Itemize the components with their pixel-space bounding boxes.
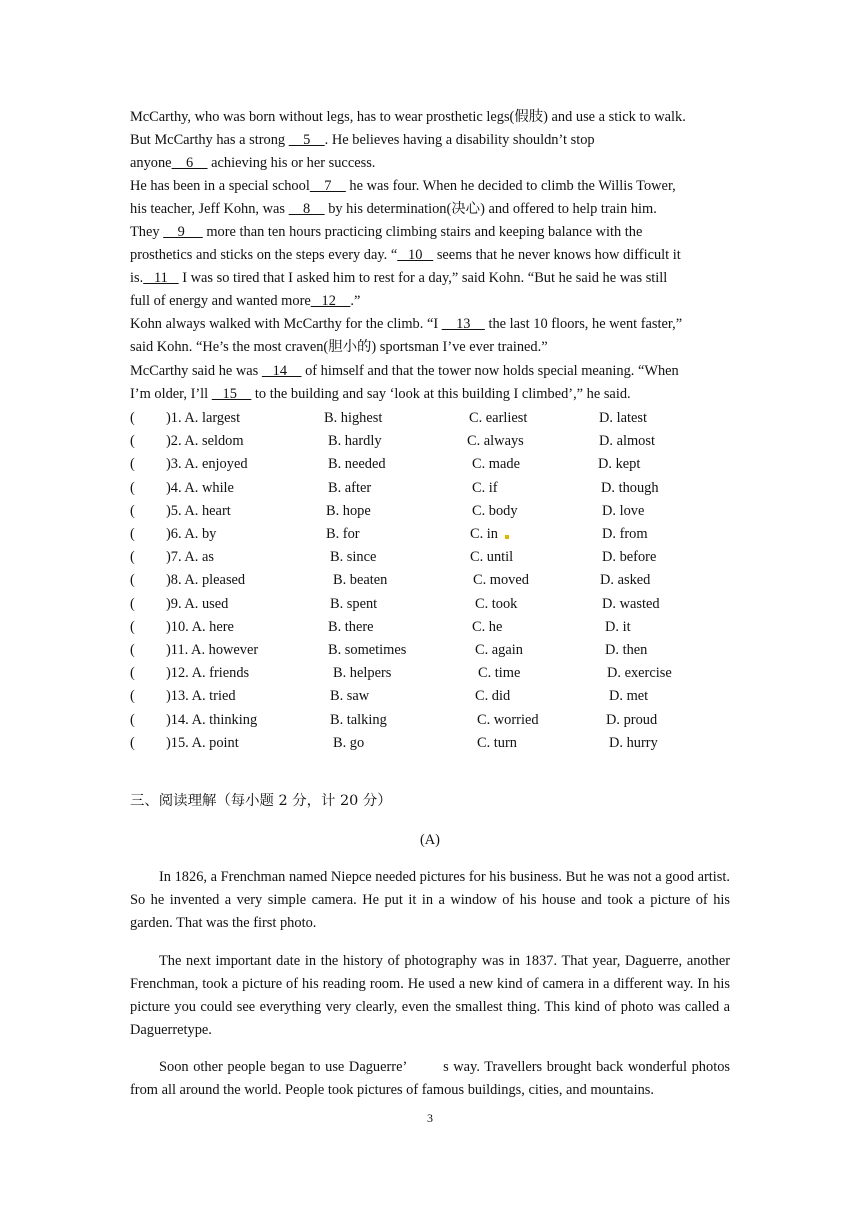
option-c: C. took [475, 595, 518, 612]
passage-text: He has been in a special school [130, 178, 310, 194]
passage-line [130, 221, 730, 244]
option-a: )12. A. friends [166, 665, 250, 682]
option-d: D. proud [606, 711, 658, 728]
passage-line [130, 244, 730, 267]
option-b: B. talking [330, 711, 387, 728]
passage-line [130, 290, 730, 313]
reading-paragraph: Soon other people began to use Daguerre’ s way. Travellers brought back wonderful photos from all around the world. People took pictures of famous buildings, cities, and mountains. [130, 1059, 734, 1098]
option-c: C. moved [473, 572, 529, 589]
passage-text: But McCarthy has a strong [130, 132, 289, 148]
option-a: )8. A. pleased [166, 572, 246, 589]
passage-text: he was four. When he decided to climb the Willis Tower, [345, 178, 676, 194]
option-c: C. earliest [469, 410, 528, 426]
answer-bracket: ( [130, 642, 135, 658]
passage-text: prosthetics and sticks on the steps every day. “ [130, 247, 398, 263]
passage-text: anyone [130, 155, 172, 171]
passage-label: (A) [420, 832, 440, 848]
reading-paragraph: In 1826, a Frenchman named Niepce needed pictures for his business. But he was not a good artist. So he invented a very simple camera. He put it in a window of his house and took a picture of his garden. That was the first photo. [130, 869, 730, 931]
option-a: )10. A. here [166, 618, 234, 635]
passage-text: more than ten hours practicing climbing stairs and keeping balance with the [202, 224, 643, 240]
passage-line [130, 152, 730, 175]
option-d: D. latest [599, 410, 647, 426]
passage-text: I was so tired that I asked him to rest for a day,” said Kohn. “But he said he was still [178, 270, 668, 286]
passage-text: Kohn always walked with McCarthy for the climb. “I [130, 316, 442, 332]
option-d: D. wasted [602, 595, 660, 612]
option-c: C. he [472, 618, 503, 635]
passage-text: his teacher, Jeff Kohn, was [130, 201, 289, 217]
option-d: D. before [602, 549, 657, 566]
option-b: B. hope [326, 502, 371, 519]
option-a: )7. A. as [166, 549, 214, 566]
passage-text: is. [130, 270, 144, 286]
option-c: C. worried [477, 711, 539, 728]
option-a: )11. A. however [166, 642, 259, 658]
option-a: )13. A. tried [166, 688, 236, 705]
passage-text: achieving his or her success. [207, 155, 376, 171]
passage-line [130, 198, 730, 221]
option-b: B. sometimes [328, 642, 407, 658]
passage-text: said Kohn. “He’s the most craven(胆小的) sportsman I’ve ever trained.” [130, 339, 548, 355]
option-b: B. since [330, 549, 377, 566]
passage-line [130, 313, 730, 336]
option-d: D. asked [600, 572, 651, 589]
passage-text: seems that he never knows how difficult it [433, 247, 681, 263]
passage-text: the last 10 floors, he went faster,” [484, 316, 683, 332]
option-c: C. again [475, 642, 523, 658]
passage-line [130, 129, 730, 152]
option-d: D. met [609, 688, 649, 705]
option-a: )15. A. point [166, 734, 239, 751]
passage-text: of himself and that the tower now holds special meaning. “When [301, 363, 679, 379]
blank-5: 5 [288, 132, 325, 148]
option-c: C. if [472, 479, 498, 496]
blank-7: 7 [309, 178, 346, 194]
option-b: B. after [328, 479, 372, 496]
option-a: )14. A. thinking [166, 711, 258, 728]
blank-11: 11 [143, 270, 179, 286]
option-b: B. spent [330, 595, 378, 612]
passage-text: McCarthy said he was [130, 363, 262, 379]
option-d: D. exercise [607, 665, 672, 682]
option-a: )2. A. seldom [166, 433, 244, 450]
blank-10: 10 [397, 247, 434, 263]
option-b: B. highest [324, 410, 383, 426]
blank-9: 9 [163, 224, 203, 240]
option-d: D. kept [598, 456, 641, 473]
answer-bracket: ( [130, 433, 135, 450]
option-c: C. did [475, 688, 511, 705]
passage-text: by his determination(决心) and offered to help train him. [324, 201, 657, 217]
passage-text: They [130, 224, 164, 240]
highlight-mark [505, 535, 509, 539]
option-c: C. body [472, 502, 518, 519]
option-a: )6. A. by [166, 526, 217, 542]
blank-8: 8 [288, 201, 325, 217]
blank-14: 14 [261, 363, 302, 379]
passage-line [130, 360, 730, 383]
answer-bracket: ( [130, 595, 135, 612]
passage-line [130, 267, 730, 290]
blank-13: 13 [441, 316, 485, 332]
option-c: C. turn [477, 734, 517, 751]
option-b: B. saw [330, 688, 370, 705]
section-title: 三、阅读理解（每小题 2 分，计 20 分） [130, 793, 392, 809]
answer-bracket: ( [130, 688, 135, 705]
option-b: B. go [333, 734, 365, 751]
option-b: B. there [328, 618, 374, 635]
blank-15: 15 [211, 386, 252, 402]
passage-text: full of energy and wanted more [130, 293, 311, 309]
option-a: )3. A. enjoyed [166, 456, 248, 473]
option-a: )1. A. largest [166, 410, 241, 426]
answer-bracket: ( [130, 618, 135, 635]
option-d: D. though [601, 479, 659, 496]
answer-bracket: ( [130, 572, 135, 589]
passage-line [130, 383, 730, 406]
option-b: B. for [326, 526, 360, 542]
option-b: B. needed [328, 456, 386, 473]
option-d: D. then [605, 642, 648, 658]
option-c: C. until [470, 549, 514, 566]
answer-bracket: ( [130, 665, 135, 682]
answer-bracket: ( [130, 711, 135, 728]
answer-bracket: ( [130, 734, 135, 751]
passage-text: .” [350, 293, 361, 309]
option-a: )4. A. while [166, 479, 234, 496]
option-c: C. made [472, 456, 520, 473]
blank-12: 12 [310, 293, 351, 309]
answer-bracket: ( [130, 526, 135, 542]
answer-bracket: ( [130, 479, 135, 496]
passage-text: I’m older, I’ll [130, 386, 212, 402]
answer-bracket: ( [130, 456, 135, 473]
option-a: )5. A. heart [166, 502, 231, 519]
option-b: B. beaten [333, 572, 388, 589]
blank-6: 6 [171, 155, 208, 171]
option-b: B. helpers [333, 665, 392, 682]
passage-line [130, 106, 730, 129]
passage-line [130, 336, 730, 359]
option-d: D. hurry [609, 734, 658, 751]
option-a: )9. A. used [166, 595, 229, 612]
option-d: D. love [602, 502, 645, 519]
passage-line [130, 175, 730, 198]
answer-bracket: ( [130, 549, 135, 566]
page-number: 3 [427, 1111, 433, 1125]
passage-text: to the building and say ‘look at this building I climbed’,” he said. [251, 386, 631, 402]
passage-text: . He believes having a disability shouldn’t stop [324, 132, 595, 148]
option-d: D. it [605, 618, 631, 635]
option-b: B. hardly [328, 433, 382, 450]
passage-text: McCarthy, who was born without legs, has to wear prosthetic legs(假肢) and use a stick to walk. [130, 109, 686, 125]
option-c: C. time [478, 665, 521, 682]
option-d: D. almost [599, 433, 655, 450]
option-c: C. in [470, 526, 498, 542]
answer-bracket: ( [130, 502, 135, 519]
option-d: D. from [602, 526, 648, 542]
answer-bracket: ( [130, 410, 135, 426]
option-c: C. always [467, 433, 524, 450]
reading-paragraph: The next important date in the history of photography was in 1837. That year, Daguerre, another Frenchman, took a picture of his reading room. He used a new kind of camera in a different way. In his picture you could see everything very clearly, even the smallest thing. This kind of photo was called a Daguerretype. [130, 953, 730, 1038]
